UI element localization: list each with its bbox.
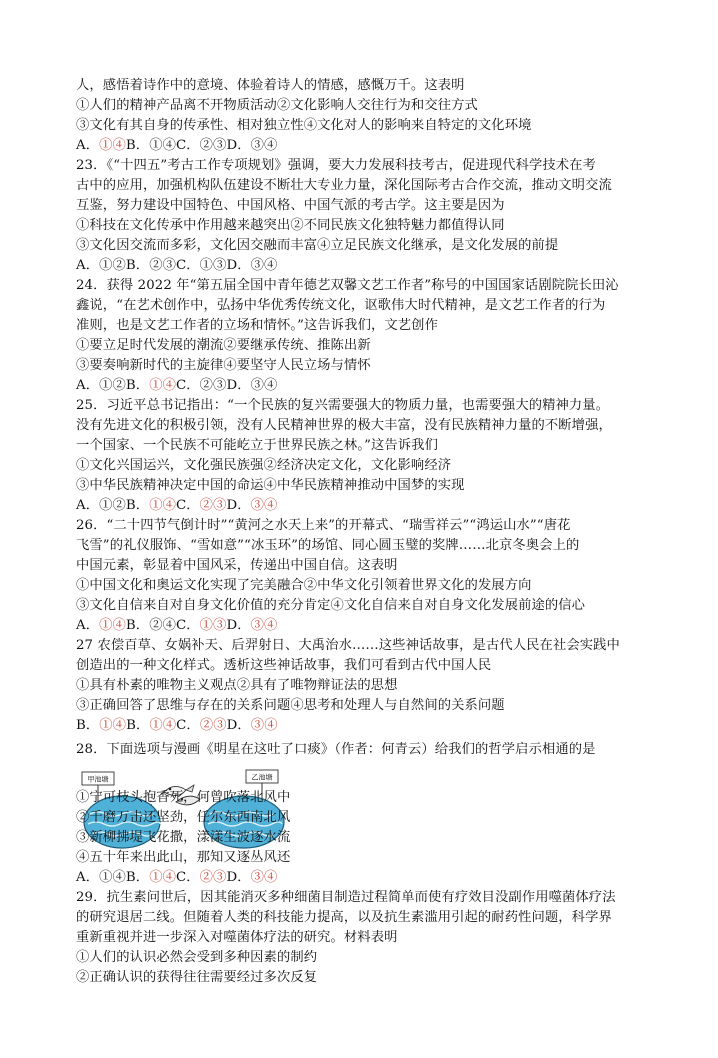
answer-option: ③④: [250, 718, 278, 733]
answer-option: ②③: [149, 258, 176, 273]
text-line: 准则，也是文艺工作者的立场和情怀。”这告诉我们，文艺创作: [76, 318, 438, 333]
answer-option: ①④: [149, 378, 176, 393]
answer-option: ②③: [199, 138, 227, 153]
answer-prefix: B．: [76, 718, 100, 733]
answer-row: [76, 616, 640, 636]
text-line: 古中的应用，加强机构队伍建设不断壮大专业力量，深化国际考古合作交流，推动文明交流: [76, 178, 612, 193]
answer-option: ③④: [250, 138, 278, 153]
q28-option: ③新柳拂堤飞花撒，漾漾生波逐水流: [76, 830, 291, 845]
answer-option: D．: [226, 498, 251, 513]
answer-option: ①④: [149, 870, 176, 885]
answer-option: ③④: [250, 498, 278, 513]
answer-option: ①④: [149, 138, 176, 153]
answer-option: ②③: [199, 498, 227, 513]
question-23: 23．《“十四五”考古工作专项规划》强调，要大力发展科技考古，促进现代科学技术在考: [76, 158, 596, 173]
answer-option: D．: [226, 718, 251, 733]
answer-option: ①②: [99, 378, 126, 393]
answer-option: ①③: [199, 258, 227, 273]
question-28: 28．下面选项与漫画《明星在这吐了口痰》（作者：何青云）给我们的哲学启示相通的是: [76, 742, 596, 757]
text-line: ③文化有其自身的传承性、相对独立性④文化对人的影响来自特定的文化环境: [76, 118, 532, 133]
answer-option: D．: [226, 618, 251, 633]
answer-option: ①④: [99, 870, 126, 885]
answer-option: ②③: [199, 870, 227, 885]
answer-option: D．: [226, 258, 251, 273]
text-line: ①具有朴素的唯物主义观点②具有了唯物辩证法的思想: [76, 678, 398, 693]
answer-option: ②④: [149, 618, 176, 633]
answer-option: ①③: [199, 618, 227, 633]
text-line: 重新重视并进一步深入对噬菌体疗法的研究。材料表明: [76, 930, 398, 945]
q28-option: ④五十年来出此山，那知又逐丛风还: [76, 850, 291, 865]
answer-row: [76, 716, 640, 736]
text-line: 的研究退居二线。但随着人类的科技能力提高，以及抗生素滥用引起的耐药性问题，科学界: [76, 910, 612, 925]
answer-prefix: A．: [76, 378, 100, 393]
answer-option: ①②: [99, 498, 126, 513]
answer-option: ①④: [99, 138, 126, 153]
answer-option: B．: [126, 718, 150, 733]
answer-row: [76, 868, 640, 888]
text-line: 鑫说，“在艺术创作中，弘扬中华优秀传统文化，讴歌伟大时代精神，是文艺工作者的行为: [76, 298, 606, 313]
answer-prefix: A．: [76, 498, 100, 513]
text-line: 中国元素，彰显着中国风采，传递出中国自信。这表明: [76, 558, 398, 573]
answer-option: B．: [125, 138, 150, 153]
answer-option: C．: [175, 258, 200, 273]
answer-option: ③④: [250, 618, 278, 633]
text-line: ③要奏响新时代的主旋律④要坚守人民立场与情怀: [76, 358, 371, 373]
answer-option: ③④: [250, 870, 278, 885]
answer-option: ①④: [149, 718, 177, 733]
answer-option: C．: [175, 498, 200, 513]
question-27: 27 农偿百草、女娲补天、后羿射日、大禹治水……这些神话故事，是古代人民在社会实践中: [76, 638, 620, 653]
answer-option: C．: [175, 138, 200, 153]
text-line: ③正确回答了思维与存在的关系问题④思考和处理人与自然间的关系问题: [76, 698, 505, 713]
answer-option: D．: [226, 870, 251, 885]
answer-option: B．: [125, 618, 150, 633]
answer-prefix: A．: [76, 138, 100, 153]
answer-option: ①④: [99, 618, 126, 633]
question-26: 26．“二十四节气倒计时”“黄河之水天上来”的开幕式、“瑞雪祥云”“鸿运山水”“唐花: [76, 518, 571, 533]
answer-option: ③④: [250, 258, 278, 273]
answer-option: C．: [175, 378, 200, 393]
text-line: 创造出的一种文化样式。透析这些神话故事，我们可看到古代中国人民: [76, 658, 492, 673]
answer-option: ②③: [199, 718, 227, 733]
answer-option: ②③: [199, 378, 227, 393]
text-line: 人，感悟着诗作中的意境、体验着诗人的情感，感慨万千。这表明: [76, 78, 465, 93]
answer-option: C．: [175, 870, 200, 885]
answer-option: ①②: [99, 258, 126, 273]
text-line: ②正确认识的获得往往需要经过多次反复: [76, 970, 318, 985]
text-line: ①要立足时代发展的潮流②要继承传统、推陈出新: [76, 338, 371, 353]
text-line: ③文化自信来自对自身文化价值的充分肯定④文化自信来自对自身文化发展前途的信心: [76, 598, 586, 613]
answer-option: B．: [125, 378, 150, 393]
answer-prefix: A．: [76, 618, 100, 633]
answer-option: ③④: [250, 378, 278, 393]
text-line: ①科技在文化传承中作用越来越突出②不同民族文化独特魅力都值得认同: [76, 218, 505, 233]
answer-option: D．: [226, 138, 251, 153]
answer-option: ①④: [149, 498, 176, 513]
text-line: 没有先进文化的积极引领，没有人民精神世界的极大丰富，没有民族精神力量的不断增强，: [76, 418, 612, 433]
answer-option: B．: [125, 870, 150, 885]
answer-row: [76, 136, 640, 156]
answer-option: B．: [125, 498, 150, 513]
text-line: ①中国文化和奥运文化实现了完美融合②中华文化引领着世界文化的发展方向: [76, 578, 532, 593]
answer-row: [76, 496, 640, 516]
text-line: ①文化兴国运兴，文化强民族强②经济决定文化，文化影响经济: [76, 458, 452, 473]
text-line: 互鉴，努力建设中国特色、中国风格、中国气派的考古学。这主要是因为: [76, 198, 505, 213]
text-line: ①人们的认识必然会受到多种因素的制约: [76, 950, 318, 965]
answer-prefix: A．: [76, 258, 100, 273]
answer-row: [76, 256, 640, 276]
q28-option: ①宁可枝头抱香死，何曾吹落北风中: [76, 790, 291, 805]
text-line: ①人们的精神产品离不开物质活动②文化影响人交往行为和交往方式: [76, 98, 478, 113]
answer-option: D．: [226, 378, 251, 393]
answer-row: [76, 376, 640, 396]
text-line: 一个国家、一个民族不可能屹立于世界民族之林。”这告诉我们: [76, 438, 438, 453]
answer-option: ①④: [99, 718, 127, 733]
text-line: ③中华民族精神决定中国的命运④中华民族精神推动中国梦的实现: [76, 478, 465, 493]
answer-option: B．: [125, 258, 150, 273]
left-pond-sign: 甲池塘: [87, 775, 109, 784]
text-line: ③文化因交流而多彩，文化因交融而丰富④立足民族文化继承，是文化发展的前提: [76, 238, 559, 253]
answer-prefix: A．: [76, 870, 100, 885]
text-line: 飞雪”的礼仪服饰、“雪如意”“冰玉环”的场馆、同心圆玉璧的奖牌……北京冬奥会上的: [76, 538, 580, 553]
question-25: 25．习近平总书记指出：“一个民族的复兴需要强大的物质力量，也需要强大的精神力量。: [76, 398, 610, 413]
right-pond-sign: 乙池塘: [251, 773, 273, 782]
answer-option: C．: [175, 618, 200, 633]
question-29: 29．抗生素问世后，因其能消灭多种细菌目制造过程简单而使有疗效目没副作用噬菌体疗法: [76, 890, 616, 905]
answer-option: C．: [176, 718, 200, 733]
question-24: 24．获得 2022 年“第五届全国中青年德艺双馨文艺工作者”称号的中国国家话剧院院长田沁: [76, 278, 619, 293]
q28-option: ②千磨万击还坚劲，任尔东西南北风: [76, 810, 291, 825]
